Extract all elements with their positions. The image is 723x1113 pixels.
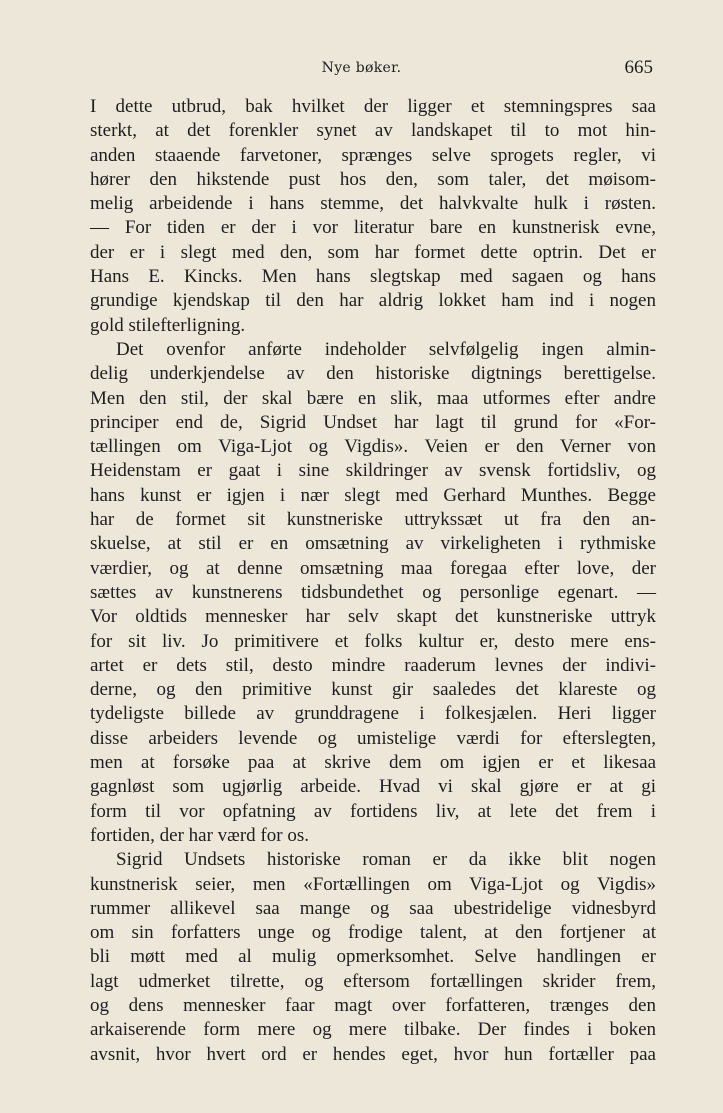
text-line: sættes av kunstnerens tidsbundethet og personlige egenart. — <box>90 581 656 603</box>
text-line: skuelse, at stil er en omsætning av virkeligheten i rythmiske <box>90 533 656 555</box>
text-line: disse arbeiders levende og umistelige værdi for efterslegten, <box>90 727 656 749</box>
text-line: avsnit, hvor hvert ord er hendes eget, hvor hun fortæller paa <box>90 1043 656 1065</box>
text-line: sterkt, at det forenkler synet av landskapet til to mot hin- <box>90 120 656 142</box>
text-line: Vor oldtids mennesker har selv skapt det kunstneriske uttryk <box>90 606 656 628</box>
text-line: Men den stil, der skal bære en slik, maa utformes efter andre <box>90 387 656 409</box>
text-line: — For tiden er der i vor literatur bare en kunstnerisk evne, <box>90 217 656 239</box>
text-line: værdier, og at denne omsætning maa foregaa efter love, der <box>90 557 656 579</box>
text-line: kunstnerisk seier, men «Fortællingen om Viga-Ljot og Vigdis» <box>90 873 656 895</box>
text-line: gagnløst som ugjørlig arbeide. Hvad vi skal gjøre er at gi <box>90 776 656 798</box>
text-line: anden staaende farvetoner, sprænges selve sprogets regler, vi <box>90 144 656 166</box>
text-line: gold stilefterligning. <box>90 314 246 336</box>
text-line: fortiden, der har værd for os. <box>90 824 309 846</box>
text-line: I dette utbrud, bak hvilket der ligger et stemningspres saa <box>90 96 656 117</box>
body-text <box>90 95 656 1067</box>
running-header: Nye bøker. <box>321 60 402 76</box>
text-line: lagt udmerket tilrette, og eftersom fortællingen skrider frem, <box>90 970 656 992</box>
text-line: Det ovenfor anførte indeholder selvfølgelig ingen almin- <box>116 338 656 360</box>
text-line: bli møtt med al mulig opmerksomhet. Selve handlingen er <box>90 946 656 968</box>
text-line: Heidenstam er gaat i sine skildringer av svensk fortidsliv, og <box>90 460 656 482</box>
text-line: tællingen om Viga-Ljot og Vigdis». Veien er den Verner von <box>90 436 656 458</box>
page-number: 665 <box>624 57 653 78</box>
text-line: arkaiserende form mere og mere tilbake. Der findes i boken <box>90 1019 656 1041</box>
text-line: Hans E. Kincks. Men hans slegtskap med sagaen og hans <box>90 266 656 288</box>
text-line: grundige kjendskap til den har aldrig lokket ham ind i nogen <box>90 290 656 312</box>
text-line: om sin forfatters unge og frodige talent, at den fortjener at <box>90 922 656 944</box>
text-line: rummer allikevel saa mange og saa ubestridelige vidnesbyrd <box>90 897 656 919</box>
text-line: derne, og den primitive kunst gir saaledes det klareste og <box>90 679 656 701</box>
text-line: tydeligste billede av grunddragene i folkesjælen. Heri ligger <box>90 703 656 725</box>
text-line: Sigrid Undsets historiske roman er da ikke blit nogen <box>116 849 656 871</box>
text-line: delig underkjendelse av den historiske digtnings berettigelse. <box>90 363 656 385</box>
text-line: for sit liv. Jo primitivere et folks kultur er, desto mere ens- <box>90 630 656 652</box>
text-line: hører den hikstende pust hos den, som taler, det møisom- <box>90 168 656 190</box>
text-line: form til vor opfatning av fortidens liv, at lete det frem i <box>90 800 656 822</box>
text-line: og dens mennesker faar magt over forfatteren, trænges den <box>90 994 656 1016</box>
text-line: principer end de, Sigrid Undset har lagt til grund for «For- <box>90 411 656 433</box>
text-line: hans kunst er igjen i nær slegt med Gerhard Munthes. Begge <box>90 484 656 506</box>
text-line: men at forsøke paa at skrive dem om igjen er et likesaa <box>90 752 656 774</box>
text-line: melig arbeidende i hans stemme, det halvkvalte hulk i røsten. <box>90 193 656 215</box>
text-line: har de formet sit kunstneriske uttrykssæt ut fra den an- <box>90 509 656 531</box>
text-line: der er i slegt med den, som har formet dette optrin. Det er <box>90 241 656 263</box>
text-line: artet er dets stil, desto mindre raaderum levnes der indivi- <box>90 654 656 676</box>
